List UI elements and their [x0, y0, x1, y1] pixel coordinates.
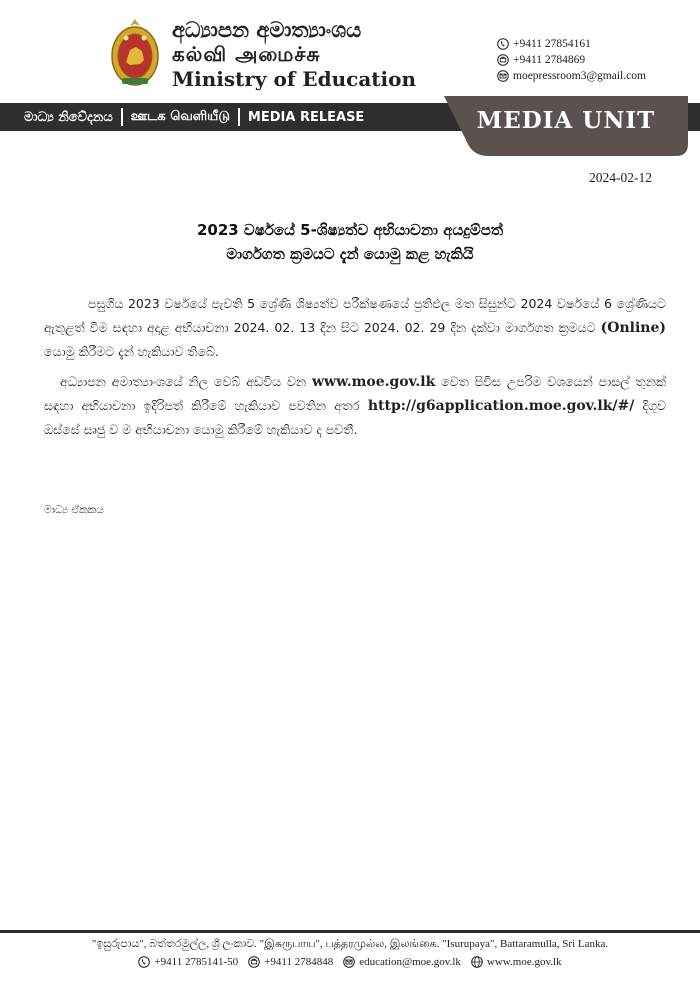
- footer-website: www.moe.gov.lk: [486, 956, 562, 968]
- fax-icon: [248, 956, 260, 968]
- media-unit-label: MEDIA UNIT: [476, 107, 656, 134]
- header-phone: +9411 27854161: [513, 38, 591, 50]
- para1-text-1: පසුගිය 2023 වර්ෂයේ පැවති 5 ශ්‍රේණි ශිෂ්‍යත්ව පරීක්ෂණයේ ප්‍රතිඵල මත සිසුන්ට 2024 වර්ෂයේ 6 ශ්‍රේණියට ඇතුළත් වීම සඳහා අදාළ අභියාචනා 2024. 02. 13 දින සිට 2024. 02. 29 දින දක්වා මාර්ගගත ක්‍රමයට: [44, 296, 666, 335]
- footer-phone: +9411 2785141-50: [154, 956, 239, 968]
- footer-website-item: [471, 956, 562, 968]
- header-fax-row: [497, 52, 646, 68]
- ministry-name-tamil: கல்வி அமைச்சு: [172, 42, 321, 66]
- bar-divider: [238, 108, 240, 126]
- media-release-labels: [24, 103, 364, 131]
- header-fax: +9411 2784869: [513, 54, 586, 66]
- body-paragraph-1: [44, 292, 666, 364]
- fax-icon: [497, 54, 509, 66]
- footer-email: education@moe.gov.lk: [359, 956, 461, 968]
- email-icon: [497, 70, 509, 82]
- ministry-name-sinhala: අධ්‍යාපන අමාත්‍යාංශය: [172, 18, 362, 42]
- header-contacts: [497, 36, 646, 84]
- header-email: moepressroom3@gmail.com: [513, 70, 646, 82]
- release-date: 2024-02-12: [589, 170, 652, 185]
- footer-email-item: [343, 956, 461, 968]
- g6-application-link[interactable]: http://g6application.moe.gov.lk/#/: [367, 398, 635, 414]
- para2-text-2: වෙත පිවිස උපරිම වශයෙන් පාසල් තුනක් සඳහා අභියාචනා ඉදිරිපත් කිරීමේ හැකියාව පවතින අතර: [44, 374, 666, 413]
- moe-website-link[interactable]: www.moe.gov.lk: [311, 374, 436, 390]
- globe-icon: [471, 956, 483, 968]
- footer-phone-item: [138, 956, 238, 968]
- para1-online-label: (Online): [600, 320, 666, 336]
- media-release-label-tamil: ஊடக வெளியீடு: [130, 109, 230, 124]
- sri-lanka-emblem-icon: [110, 16, 160, 88]
- header-email-row: [497, 68, 646, 84]
- bar-divider: [121, 108, 123, 126]
- ministry-name-english: Ministry of Education: [172, 67, 417, 91]
- signature: මාධ්‍ය ඒකකය: [44, 504, 104, 516]
- letterhead: [0, 0, 700, 100]
- phone-icon: [138, 956, 150, 968]
- release-title: [0, 218, 700, 266]
- para1-text-2: යොමු කිරීමට දැන් හැකියාව තිබේ.: [44, 344, 220, 359]
- phone-icon: [497, 38, 509, 50]
- body-paragraph-2: [44, 370, 666, 442]
- footer-fax: +9411 2784848: [264, 956, 334, 968]
- footer-fax-item: [248, 956, 333, 968]
- footer-address: "ඉසුරුපාය", බත්තරමුල්ල, ශ්‍රී ලංකාව. "இசுருபாய", பத்தரமுல்ல, இலங்கை. "Isurupaya", Battaramulla, Sri Lanka.: [91, 938, 609, 950]
- media-release-label-english: MEDIA RELEASE: [247, 109, 365, 125]
- release-title-line1: 2023 වර්ෂයේ 5-ශිෂ්‍යත්ව අභියාචනා අයදුම්පත්: [196, 221, 504, 239]
- header-phone-row: [497, 36, 646, 52]
- release-title-line2: මාර්ගගත ක්‍රමයට දැන් යොමු කළ හැකියි: [226, 245, 474, 263]
- media-release-label-sinhala: මාධ්‍ය නිවේදනය: [24, 109, 113, 125]
- email-icon: [343, 956, 355, 968]
- footer-divider: [0, 930, 700, 933]
- footer-contacts: [0, 956, 700, 968]
- para2-text-3: දිගුව ඔස්සේ සෘජු ව ම අභියාචනා යොමු කිරීමේ හැකියාව ද පවතී.: [44, 398, 667, 437]
- para2-text-1: අධ්‍යාපන අමාත්‍යාංශයේ නිල වෙබ් අඩවිය වන: [60, 374, 312, 389]
